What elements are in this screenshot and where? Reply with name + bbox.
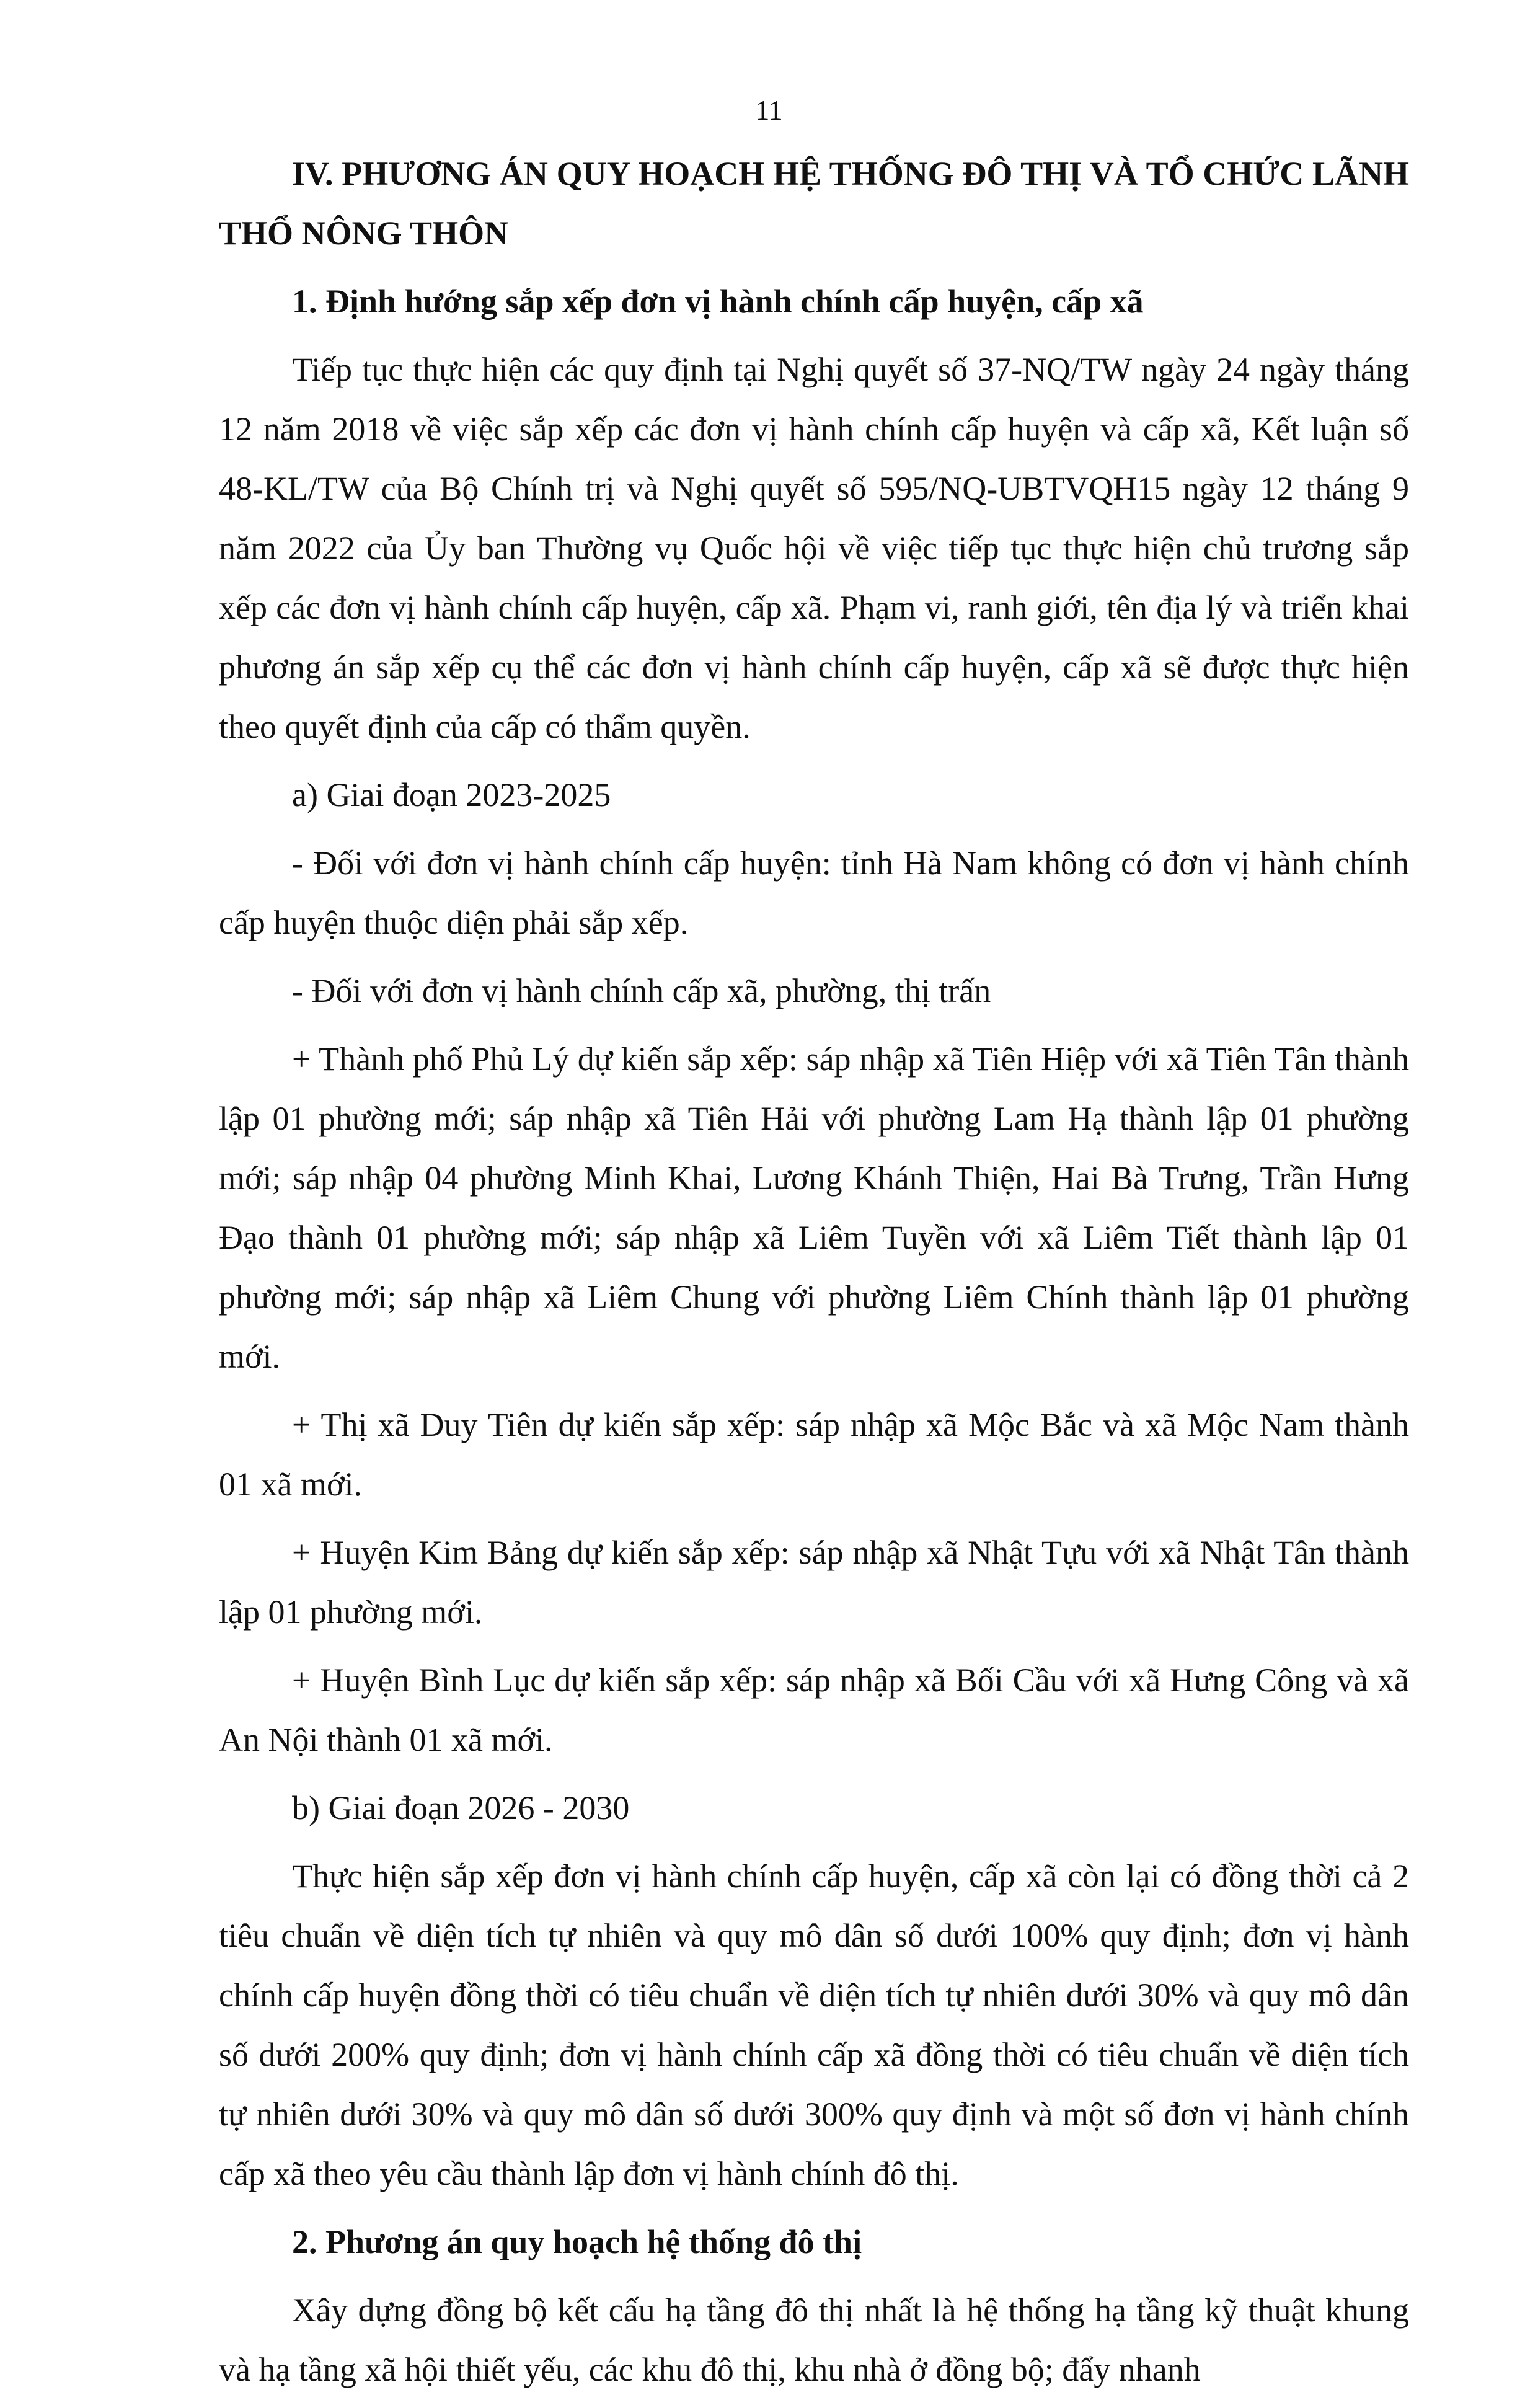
section-heading: IV. PHƯƠNG ÁN QUY HOẠCH HỆ THỐNG ĐÔ THỊ VÀ TỔ CHỨC LÃNH THỔ NÔNG THÔN bbox=[219, 155, 1409, 252]
subsection-1-intro: Tiếp tục thực hiện các quy định tại Nghị quyết số 37-NQ/TW ngày 24 ngày tháng 12 năm 2018 về việc sắp xếp các đơn vị hành chính cấp huyện và cấp xã, Kết luận số 48-KL/TW của Bộ Chính trị và Nghị quyết số 595/NQ-UBTVQH15 ngày 12 tháng 9 năm 2022 của Ủy ban Thường vụ Quốc hội về việc tiếp tục thực hiện chủ trương sắp xếp các đơn vị hành chính cấp huyện, cấp xã. Phạm vi, ranh giới, tên địa lý và triển khai phương án sắp xếp cụ thể các đơn vị hành chính cấp huyện, cấp xã sẽ được thực hiện theo quyết định của cấp có thẩm quyền. bbox=[219, 351, 1409, 745]
phase-a-commune: - Đối với đơn vị hành chính cấp xã, phường, thị trấn bbox=[292, 972, 991, 1009]
phu-ly-arrangement: + Thành phố Phủ Lý dự kiến sắp xếp: sáp nhập xã Tiên Hiệp với xã Tiên Tân thành lập 01 phường mới; sáp nhập xã Tiên Hải với phường Lam Hạ thành lập 01 phường mới; sáp nhập 04 phường Minh Khai, Lương Khánh Thiện, Hai Bà Trưng, Trần Hưng Đạo thành 01 phường mới; sáp nhập xã Liêm Tuyền với xã Liêm Tiết thành lập 01 phường mới; sáp nhập xã Liêm Chung với phường Liêm Chính thành lập 01 phường mới. bbox=[219, 1040, 1409, 1375]
duy-tien-arrangement: + Thị xã Duy Tiên dự kiến sắp xếp: sáp nhập xã Mộc Bắc và xã Mộc Nam thành 01 xã mới. bbox=[219, 1406, 1409, 1503]
subsection-2-title: 2. Phương án quy hoạch hệ thống đô thị bbox=[292, 2223, 862, 2260]
subsection-2-text: Xây dựng đồng bộ kết cấu hạ tầng đô thị nhất là hệ thống hạ tầng kỹ thuật khung và hạ tầng xã hội thiết yếu, các khu đô thị, khu nhà ở đồng bộ; đẩy nhanh bbox=[219, 2291, 1409, 2388]
phase-b-title: b) Giai đoạn 2026 - 2030 bbox=[292, 1789, 630, 1826]
subsection-1-title: 1. Định hướng sắp xếp đơn vị hành chính cấp huyện, cấp xã bbox=[292, 283, 1144, 320]
page-content bbox=[219, 138, 1409, 2408]
page-number: 11 bbox=[755, 94, 783, 126]
phase-b-text: Thực hiện sắp xếp đơn vị hành chính cấp huyện, cấp xã còn lại có đồng thời cả 2 tiêu chuẩn về diện tích tự nhiên và quy mô dân số dưới 100% quy định; đơn vị hành chính cấp huyện đồng thời có tiêu chuẩn về diện tích tự nhiên dưới 30% và quy mô dân số dưới 200% quy định; đơn vị hành chính cấp xã đồng thời có tiêu chuẩn về diện tích tự nhiên dưới 30% và quy mô dân số dưới 300% quy định và một số đơn vị hành chính cấp xã theo yêu cầu thành lập đơn vị hành chính đô thị. bbox=[219, 1857, 1409, 2192]
phase-a-district: - Đối với đơn vị hành chính cấp huyện: tỉnh Hà Nam không có đơn vị hành chính cấp huyện thuộc diện phải sắp xếp. bbox=[219, 844, 1409, 941]
phase-a-title: a) Giai đoạn 2023-2025 bbox=[292, 776, 611, 813]
kim-bang-arrangement: + Huyện Kim Bảng dự kiến sắp xếp: sáp nhập xã Nhật Tựu với xã Nhật Tân thành lập 01 phường mới. bbox=[219, 1534, 1409, 1631]
binh-luc-arrangement: + Huyện Bình Lục dự kiến sắp xếp: sáp nhập xã Bối Cầu với xã Hưng Công và xã An Nội thành 01 xã mới. bbox=[219, 1662, 1409, 1758]
